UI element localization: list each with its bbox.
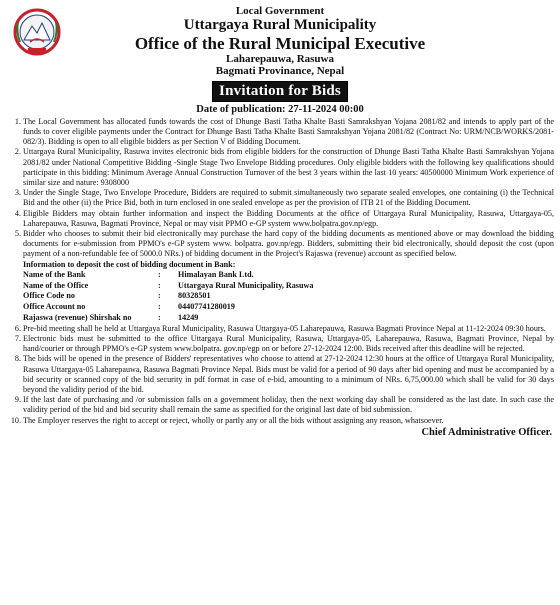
publication-date-value: 27-11-2024 00:00 <box>288 103 364 115</box>
notice-item-5: 5. Bidder who chooses to submit their bid electronically may purchase the hard copy of the bidding documents as mentioned above or may download the bidding documents for e-submission from PPMO's e-GP system www. bolpatra. gov.np/egp. Bidders, submitting their bid electronically, should deposit the cost (upon payment of a non-refundable fee of 5000.0 NRs.) of bidding document in the Project's Rajaswa (revenue) account as specified below. <box>23 229 554 260</box>
table-row: Name of the Bank : Himalayan Bank Ltd. <box>23 270 313 281</box>
notice-item-10: 10. The Employer reserves the right to accept or reject, wholly or partly any or all the bids without assigning any reason, whatsoever. <box>23 416 554 426</box>
publication-date-label: Date of publication: <box>196 103 286 115</box>
office-name: Office of the Rural Municipal Executive <box>134 34 426 54</box>
notice-item-7: 7. Electronic bids must be submitted to the office Uttargaya Rural Municipality, Rasuwa, Uttargaya-05, Laharepauwa, Rasuwa, Bagmati Province, Nepal by hand/courier or through PPMO's e-GP system www.bolpatra. gov.np/egp on or before 27-12-2024 12:00. Bids received after this deadline will be rejected. <box>23 334 554 354</box>
bank-value: Himalayan Bank Ltd. <box>178 269 254 279</box>
notice-item-6: 6. Pre-bid meeting shall be held at Uttargaya Rural Municipality, Rasuwa Uttargaya-05 Laharepauwa, Rasuwa Bagmati Province Nepal at 11-12-2024 09:30 hours. <box>23 324 554 334</box>
banner-wrap <box>6 81 554 102</box>
notice-item-4: 4. Eligible Bidders may obtain further information and inspect the Bidding Documents at the office of Uttargaya Rural Municipality, Rasuwa, Uttargaya-05, Laharepauwa, Rasuwa, Bagmati Province, Nepal or may visit PPMO e-GP system www.bolpatra.gov.np/egp. <box>23 209 554 229</box>
bank-value: 04407741280019 <box>178 302 235 312</box>
address-line-1: Laharepauwa, Rasuwa <box>226 53 334 66</box>
bank-value: 14249 <box>178 313 199 322</box>
bank-key: Office Code no <box>23 291 75 301</box>
bank-key: Rajaswa (revenue) Shirshak no <box>23 313 132 322</box>
bank-info-table <box>23 270 313 324</box>
invitation-banner: Invitation for Bids <box>212 81 348 102</box>
local-government-label: Local Government <box>235 5 325 17</box>
notice-item-3: 3. Under the Single Stage, Two Envelope Procedure, Bidders are required to submit simultaneously two separate sealed envelopes, one containing (i) the Technical Bid and the other (ii) the Price Bid, both in turn enclosed in one sealed envelope as per the provision of ITB 21 of the Bidding Document. <box>23 188 554 208</box>
notice-items-continued <box>6 324 554 426</box>
government-emblem-icon <box>12 6 62 58</box>
table-row: Office Account no : 04407741280019 <box>23 302 313 313</box>
notice-item-2: 2. Uttargaya Rural Municipality, Rasuwa invites electronic bids from eligible bidders for the construction of Dhunge Basti Tatha Khalte Basti Samrakshyan Yojana 2081/82 under National Competitive Bidding -Single Stage Two Envelope Bidding procedures. Only eligible bidders with the following key qualifications should participate in this bidding: Minimum Average Annual Construction Turnover of the best 3 years within the last 10 years: 40500000 Minimum Work experience of similar size and nature: 9308000 <box>23 147 554 188</box>
bank-value: Uttargaya Rural Municipality, Rasuwa <box>178 280 314 290</box>
publication-date <box>6 104 554 115</box>
bank-value: 80328501 <box>178 291 211 301</box>
address-line-2: Bagmati Provinance, Nepal <box>215 65 345 78</box>
bank-key: Name of the Office <box>23 280 89 290</box>
table-row: Office Code no : 80328501 <box>23 291 313 302</box>
bank-key: Office Account no <box>23 302 86 312</box>
signature-title: Chief Administrative Officer. <box>421 426 552 438</box>
notice-item-1: 1. The Local Government has allocated funds towards the cost of Dhunge Basti Tatha Khalte Basti Samrakshyan Yojana 2081/82 and intends to apply part of the funds to cover eligible payments under the Contract for Dhunge Basti Tatha Khalte Basti Samrakshyan Yojana 2081/82 (Contract No: URM/NCB/WORKS/2081-082/3). Bidding is open to all eligible bidders as per Section V of Bidding Document. <box>23 117 554 148</box>
municipality-name: Uttargaya Rural Municipality <box>183 17 377 34</box>
notice-item-8: 8. The bids will be opened in the presence of Bidders' representatives who choose to attend at 27-12-2024 12:30 hours at the office of Uttargaya Rural Municipality, Rasuwa Uttargaya-05 Laharepauwa, Rasuwa Bagmati Province Nepal. Bids must be valid for a period of 90 days after bid opening and must be accompanied by a bid security or scanned copy of the bid security in pdf format in case of e-bid, amounting to a minimum of NRs. 6,75,000.00 which shall be valid for 30 days beyond the validity period of the bid. <box>23 354 554 395</box>
bank-info-title: Information to deposit the cost of bidding document in Bank: <box>23 259 236 269</box>
notice-items <box>6 117 554 260</box>
notice-item-9: 9. If the last date of purchasing and /or submission falls on a government holiday, then the next working day shall be considered as the last date. In such case the validity period of the bid and bid security shall remain the same as specified for the original last date of bid submission. <box>23 395 554 415</box>
letterhead <box>6 5 554 78</box>
table-row: Rajaswa (revenue) Shirshak no : 14249 <box>23 313 313 324</box>
table-row: Name of the Office : Uttargaya Rural Municipality, Rasuwa <box>23 280 314 290</box>
bank-key: Name of the Bank <box>23 269 86 279</box>
